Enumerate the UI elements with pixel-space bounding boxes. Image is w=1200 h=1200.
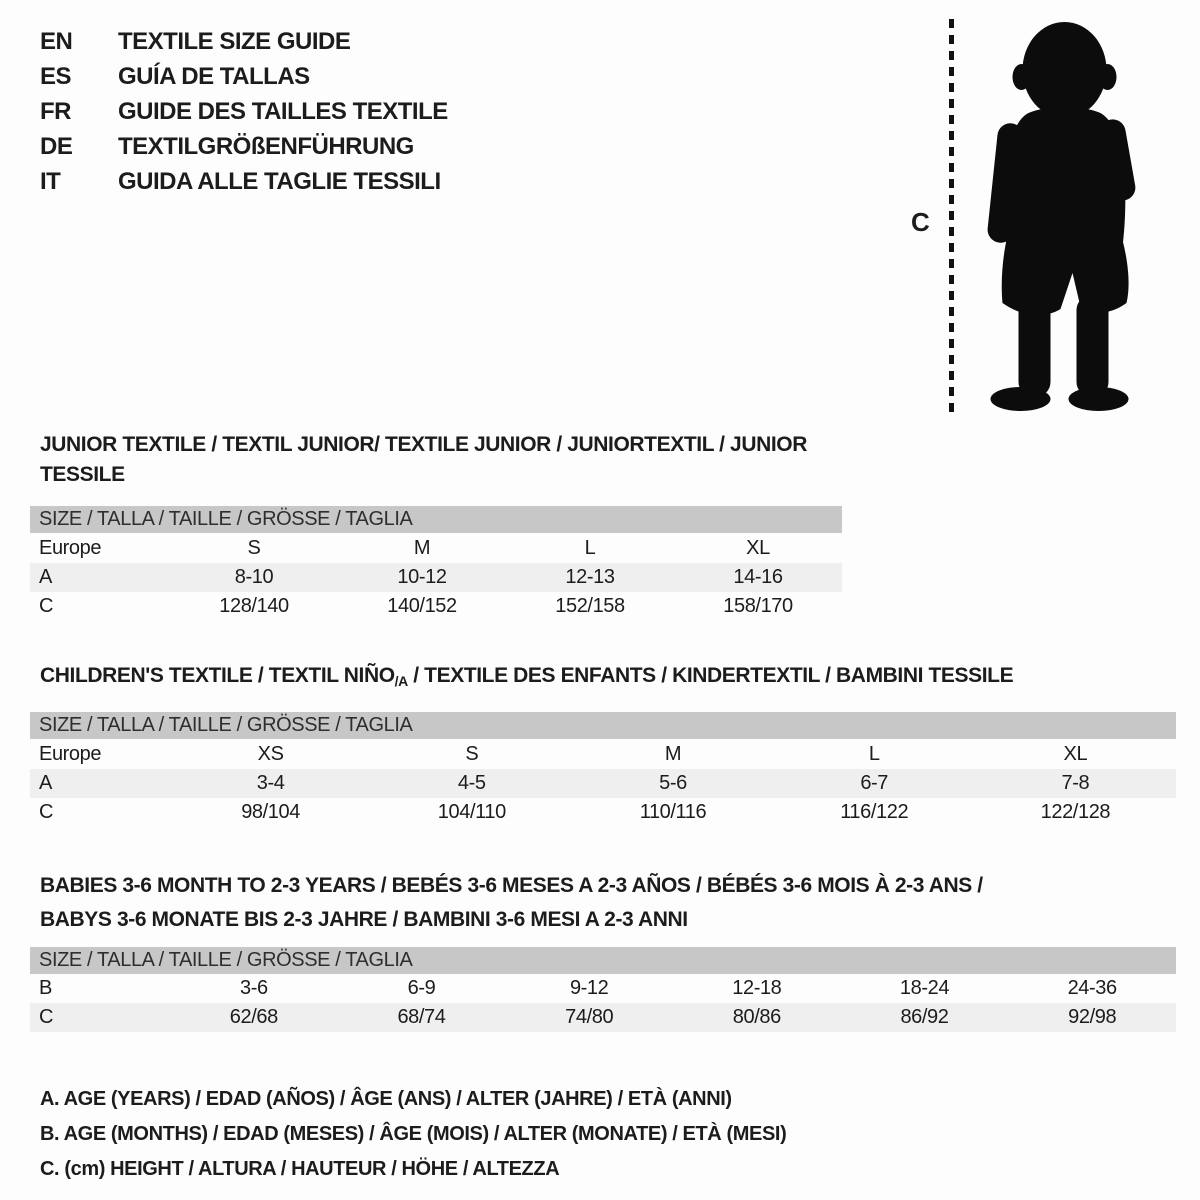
age-cell: 3-4: [256, 772, 285, 794]
measure-c-label: C: [911, 207, 930, 237]
table-row-europe: [30, 533, 842, 563]
size-cell: L: [584, 536, 596, 559]
language-title: TEXTILGRÖßENFÜHRUNG: [118, 133, 414, 160]
height-cell: 158/170: [723, 595, 793, 617]
size-cell: M: [664, 742, 682, 765]
row-label: Europe: [39, 536, 102, 559]
size-header-bar: SIZE / TALLA / TAILLE / GRÖSSE / TAGLIA: [30, 947, 1176, 974]
language-title: GUIDA ALLE TAGLIE TESSILI: [118, 168, 441, 195]
row-label: C: [39, 1006, 54, 1028]
title-subscript: /A: [394, 673, 408, 689]
babies-title-line2: BABYS 3-6 MONATE BIS 2-3 JAHRE / BAMBINI 3-6 MESI A 2-3 ANNI: [40, 908, 688, 931]
row-label: C: [39, 801, 54, 823]
legend-height-cm: C. (cm) HEIGHT / ALTURA / HAUTEUR / HÖHE / ALTEZZA: [40, 1158, 560, 1180]
size-header-bar: SIZE / TALLA / TAILLE / GRÖSSE / TAGLIA: [30, 506, 842, 533]
junior-section-title: JUNIOR TEXTILE / TEXTIL JUNIOR/ TEXTILE JUNIOR / JUNIORTEXTIL / JUNIOR TESSILE: [40, 433, 807, 486]
language-code: ES: [40, 63, 72, 90]
height-cell: 98/104: [241, 801, 300, 823]
age-cell: 7-8: [1061, 772, 1090, 794]
months-cell: 9-12: [569, 977, 609, 999]
height-cell: 86/92: [900, 1006, 949, 1028]
junior-textile-section: [30, 430, 842, 621]
row-label: Europe: [39, 742, 102, 765]
title-prefix: CHILDREN'S TEXTILE / TEXTIL NIÑO: [40, 664, 395, 687]
height-cell: 140/152: [387, 595, 457, 617]
header: [0, 0, 1200, 430]
months-cell: 12-18: [732, 977, 782, 999]
height-cell: 152/158: [555, 595, 625, 617]
months-cell: 18-24: [899, 977, 950, 999]
size-header-bar: SIZE / TALLA / TAILLE / GRÖSSE / TAGLIA: [30, 712, 1176, 739]
height-cell: 80/86: [732, 1006, 781, 1028]
size-cell: S: [247, 536, 261, 559]
height-cell: 74/80: [565, 1006, 614, 1028]
height-cell: 68/74: [397, 1006, 446, 1028]
age-cell: 14-16: [733, 566, 783, 588]
babies-section-title: [40, 869, 1176, 937]
age-cell: 10-12: [397, 566, 447, 588]
height-cell: 62/68: [229, 1006, 278, 1028]
language-title: GUÍA DE TALLAS: [118, 63, 310, 90]
table-row-age: [30, 769, 1176, 798]
table-row-height: [30, 798, 1176, 827]
table-row-height: [30, 1003, 1176, 1032]
size-cell: XS: [257, 742, 284, 765]
height-cell: 122/128: [1040, 801, 1111, 823]
table-row-age: [30, 563, 842, 592]
dashed-height-line: [949, 19, 954, 417]
size-cell: M: [413, 536, 431, 559]
table-row-height: [30, 592, 842, 621]
age-cell: 4-5: [457, 772, 486, 794]
months-cell: 6-9: [407, 977, 436, 999]
language-code: IT: [40, 168, 61, 195]
children-textile-section: [30, 661, 1176, 827]
babies-title-line1: BABIES 3-6 MONTH TO 2-3 YEARS / BEBÉS 3-6 MESES A 2-3 AÑOS / BÉBÉS 3-6 MOIS À 2-3 ANS /: [40, 874, 983, 897]
size-cell: S: [465, 742, 479, 765]
size-cell: XL: [1063, 742, 1088, 765]
row-label: B: [39, 977, 52, 999]
height-cell: 104/110: [437, 801, 506, 823]
children-section-title: [40, 661, 1176, 696]
months-cell: 3-6: [239, 977, 268, 999]
language-title: TEXTILE SIZE GUIDE: [118, 28, 351, 55]
language-code: EN: [40, 28, 73, 55]
age-cell: 6-7: [860, 772, 889, 794]
row-label: A: [39, 772, 52, 794]
age-cell: 12-13: [565, 566, 615, 588]
row-label: A: [39, 566, 52, 588]
height-cell: 128/140: [219, 595, 289, 617]
legend-age-months: B. AGE (MONTHS) / EDAD (MESES) / ÂGE (MOIS) / ALTER (MONATE) / ETÀ (MESI): [40, 1123, 787, 1145]
months-cell: 24-36: [1067, 977, 1117, 999]
babies-textile-section: [30, 869, 1176, 1032]
height-measure-figure: [905, 15, 1170, 420]
language-title: GUIDE DES TAILLES TEXTILE: [118, 98, 448, 125]
height-cell: 110/116: [639, 801, 707, 823]
size-cell: XL: [746, 536, 770, 559]
height-cell: 116/122: [840, 801, 909, 823]
table-row-europe: [30, 739, 1176, 769]
row-label: C: [39, 595, 54, 617]
title-suffix: / TEXTILE DES ENFANTS / KINDERTEXTIL / BAMBINI TESSILE: [407, 664, 1014, 687]
table-row-months: [30, 974, 1176, 1003]
toddler-silhouette-icon: [969, 15, 1154, 415]
size-cell: L: [868, 742, 880, 765]
legend: [40, 1082, 1200, 1187]
age-cell: 8-10: [234, 566, 274, 588]
language-code: DE: [40, 133, 73, 160]
height-cell: 92/98: [1068, 1006, 1117, 1028]
legend-age-years: A. AGE (YEARS) / EDAD (AÑOS) / ÂGE (ANS) / ALTER (JAHRE) / ETÀ (ANNI): [40, 1088, 732, 1110]
language-code: FR: [40, 98, 71, 125]
age-cell: 5-6: [659, 772, 687, 794]
